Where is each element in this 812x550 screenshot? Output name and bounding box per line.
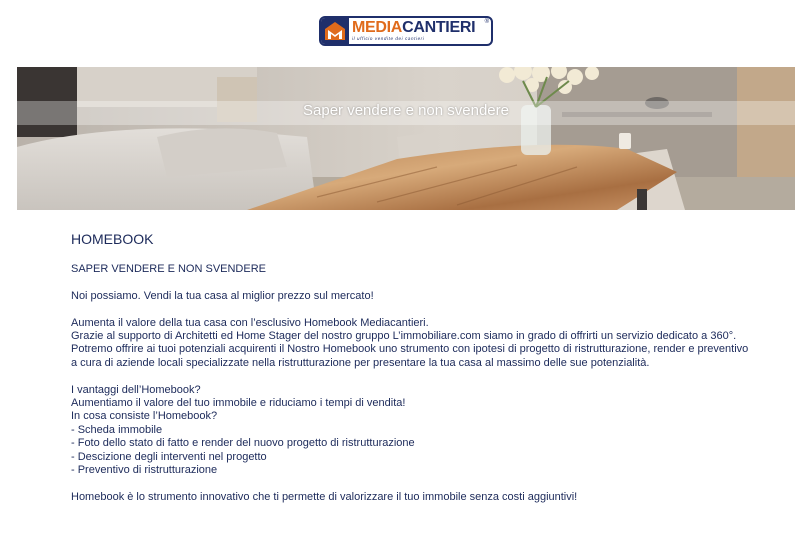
logo-tagline: il ufficio vendite dei cantieri bbox=[352, 36, 425, 41]
house-m-icon bbox=[321, 18, 349, 44]
closing-text: Homebook è lo strumento innovativo che ti permette di valorizzare il tuo immobile senza costi aggiuntivi! bbox=[71, 490, 578, 503]
hero-image bbox=[17, 67, 795, 210]
list-item: - Preventivo di ristrutturazione bbox=[71, 464, 218, 477]
list-item: Aumentiamo il valore del tuo immobile e riduciamo i tempi di vendita! bbox=[71, 397, 406, 410]
hero-caption: Saper vendere e non svendere bbox=[303, 102, 509, 119]
list-item: In cosa consiste l’Homebook? bbox=[71, 410, 218, 423]
registered-mark: ® bbox=[484, 19, 489, 25]
list-item: - Descizione degli interventi nel progetto bbox=[71, 450, 267, 463]
paragraph-line: Grazie al supporto di Architetti ed Home Stager del nostro gruppo L’immobiliare.com siamo in grado di offrirti un servizio dedicato a 360°. bbox=[71, 330, 737, 342]
page-title: HOMEBOOK bbox=[71, 231, 154, 247]
section-subtitle: SAPER VENDERE E NON SVENDERE bbox=[71, 263, 266, 275]
paragraph-line: Potremo offrire ai tuoi potenziali acquirenti il Nostro Homebook uno strumento con ipotesi di progetto di ristrutturazione, render e preventivo bbox=[71, 343, 749, 356]
logo-wordmark: MEDIACANTIERI bbox=[352, 19, 476, 36]
list-item: I vantaggi dell’Homebook? bbox=[71, 383, 201, 396]
paragraph-line: Aumenta il valore della tua casa con l’esclusivo Homebook Mediacantieri. bbox=[71, 316, 429, 329]
hero-banner bbox=[17, 67, 795, 210]
paragraph-line: a cura di aziende locali specializzate nella ristrutturazione per presentare la tua casa al massimo delle sue potenzialità. bbox=[71, 356, 650, 369]
list-item: - Foto dello stato di fatto e render del nuovo progetto di ristrutturazione bbox=[71, 437, 415, 450]
mediacantieri-logo[interactable] bbox=[319, 16, 493, 46]
intro-text: Noi possiamo. Vendi la tua casa al miglior prezzo sul mercato! bbox=[71, 289, 374, 302]
main-content bbox=[71, 231, 791, 504]
list-item: - Scheda immobile bbox=[71, 423, 163, 436]
